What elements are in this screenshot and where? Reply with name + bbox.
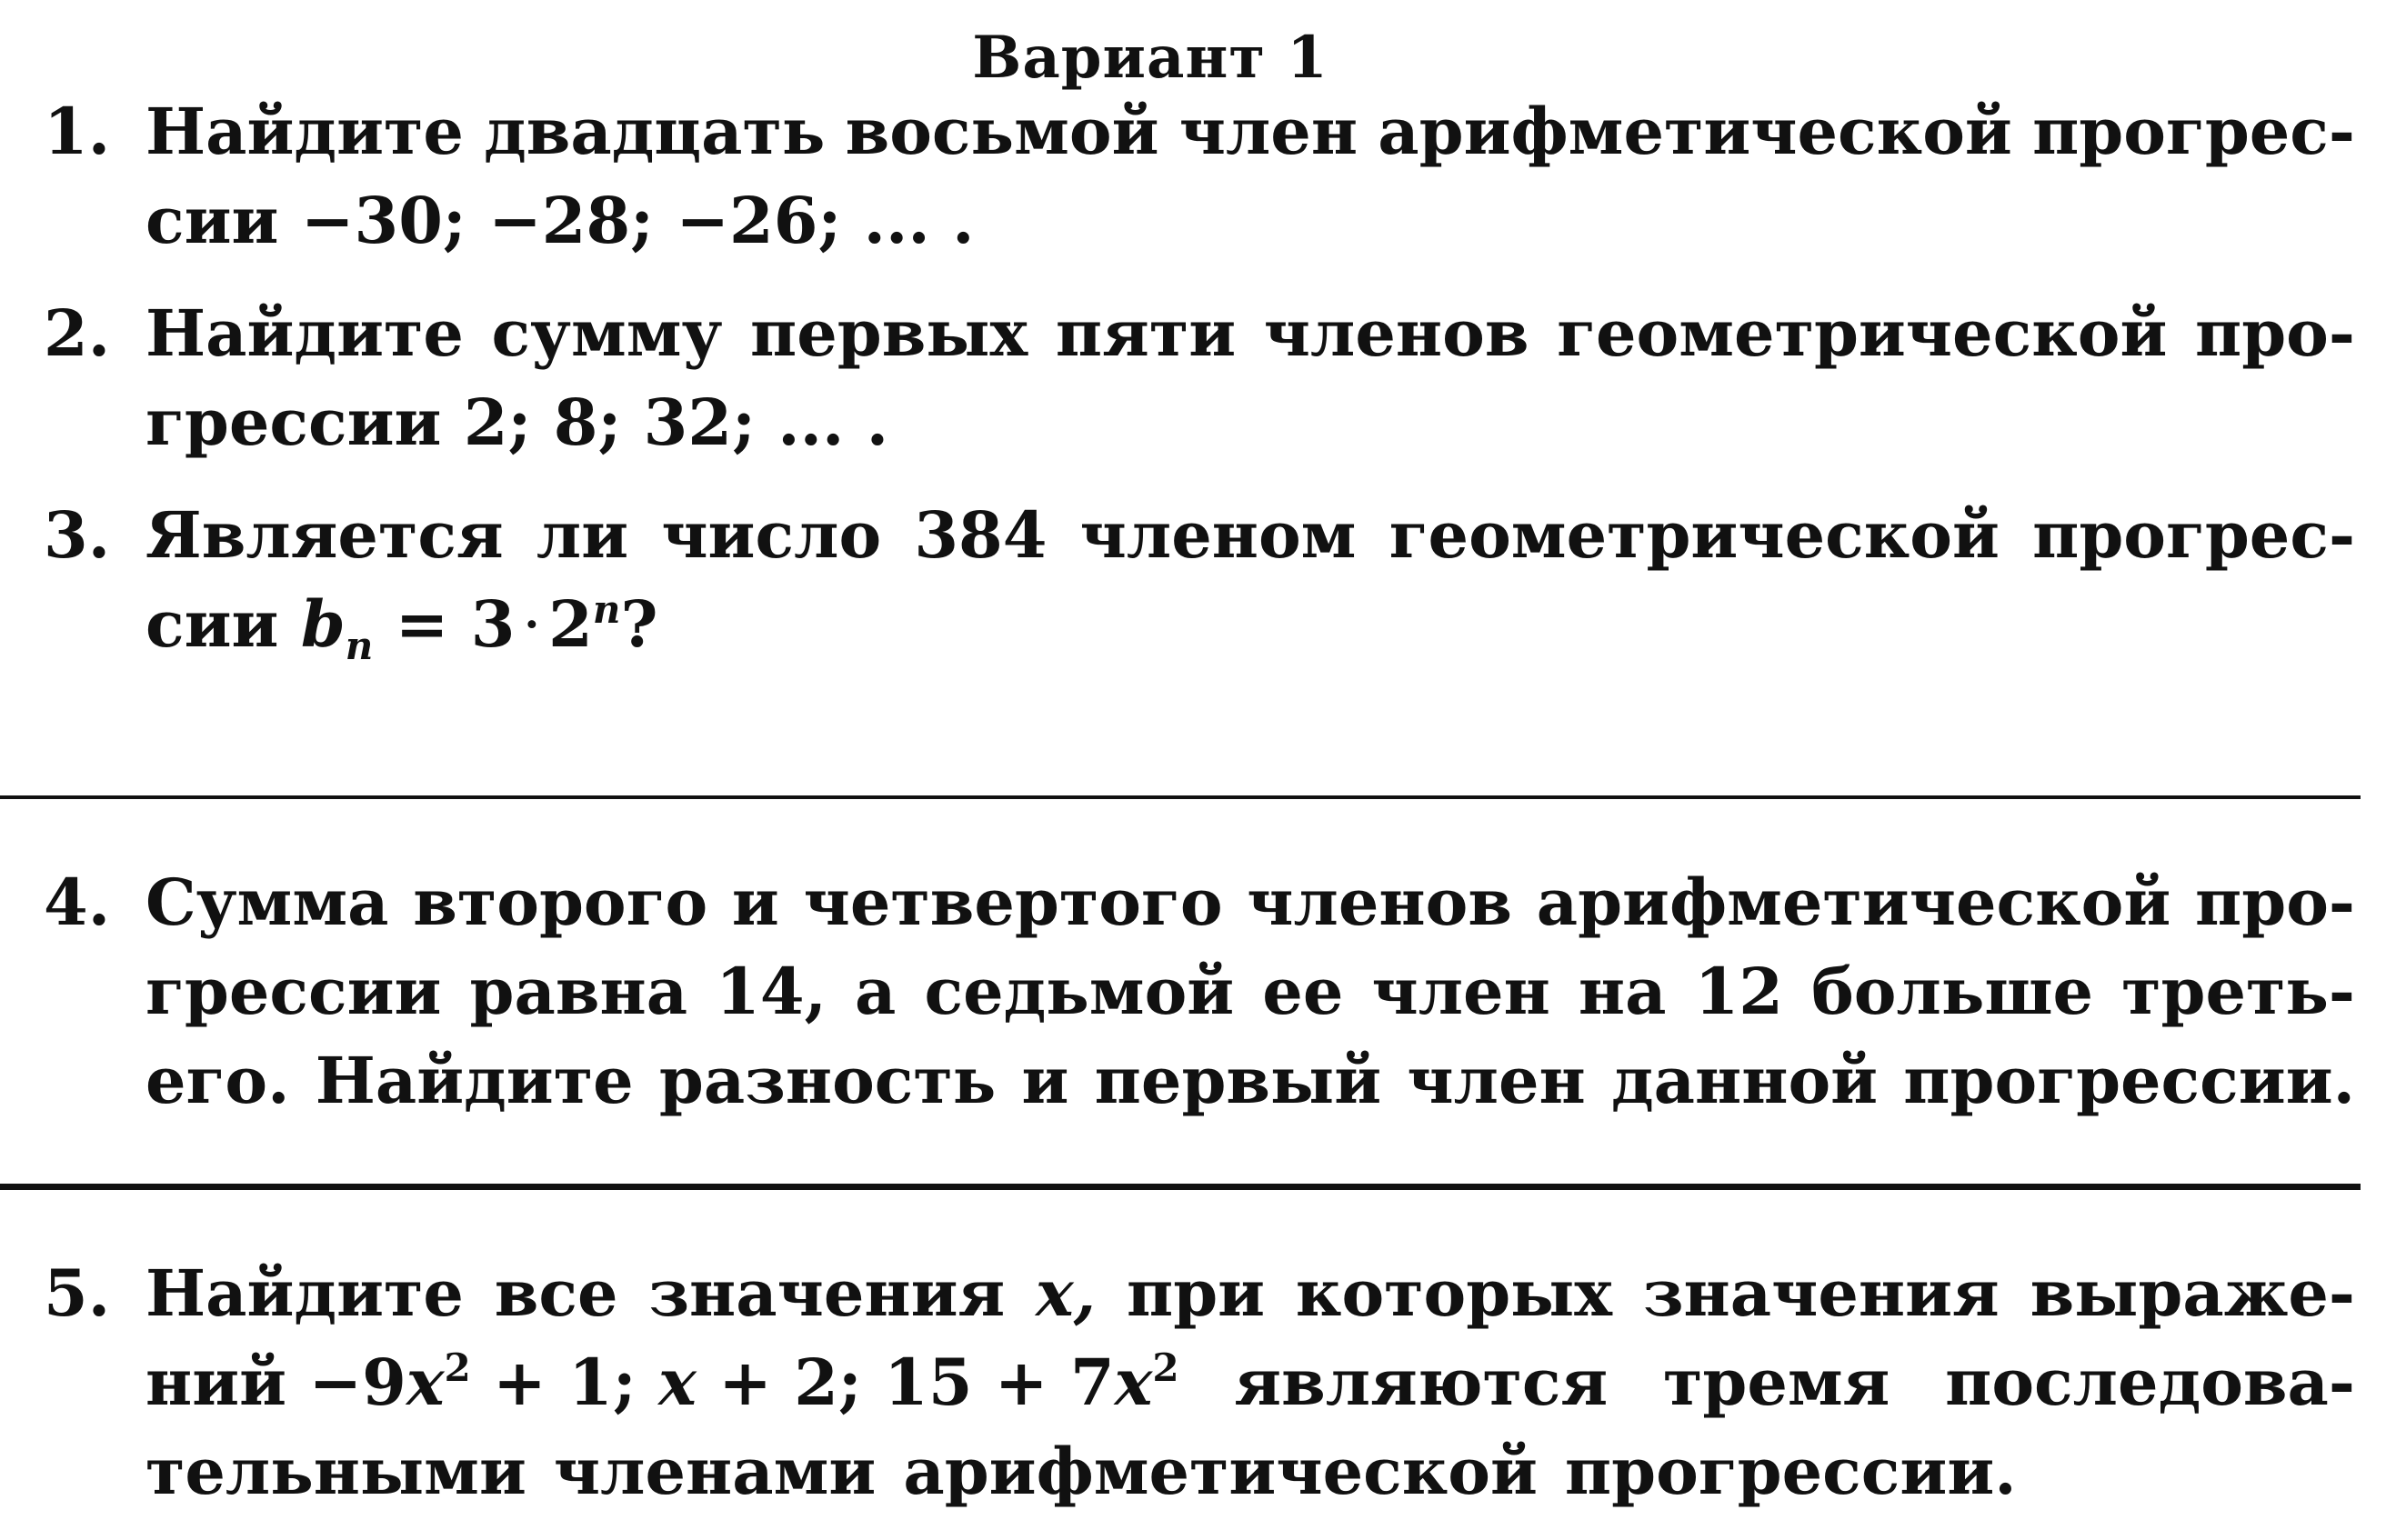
word: член bbox=[1407, 1043, 1586, 1118]
word: членов bbox=[1247, 865, 1512, 940]
word: на bbox=[1578, 954, 1667, 1029]
problem-text bbox=[145, 1036, 2355, 1125]
problem-text bbox=[145, 1427, 2355, 1516]
word: последова- bbox=[1945, 1345, 2355, 1420]
word: Найдите bbox=[145, 1255, 464, 1331]
word: равна bbox=[469, 954, 688, 1029]
problem-3-line-1 bbox=[44, 491, 2355, 580]
problem-text bbox=[145, 947, 2355, 1036]
problem-number: 3. bbox=[44, 497, 111, 573]
problem-4 bbox=[44, 858, 2355, 1125]
word: прогрессии. bbox=[1564, 1434, 2017, 1509]
problem-4-line-2 bbox=[44, 947, 2355, 1036]
word: геометрической bbox=[1557, 295, 2168, 371]
problem-2-line-1 bbox=[44, 289, 2355, 378]
word: и bbox=[731, 865, 779, 940]
word: Сумма bbox=[145, 865, 389, 940]
text-fragment: 2 bbox=[548, 586, 593, 662]
word: прогрессии. bbox=[1903, 1043, 2355, 1118]
word: арифметической bbox=[903, 1434, 1538, 1509]
word: при bbox=[1126, 1255, 1266, 1331]
formula-b-n bbox=[145, 580, 657, 669]
text-fragment: = 3 bbox=[373, 586, 516, 662]
subscript-n: n bbox=[345, 624, 374, 668]
section-divider bbox=[0, 1184, 2361, 1190]
word: 384 bbox=[914, 497, 1048, 573]
word: 14, bbox=[716, 954, 827, 1029]
word: пяти bbox=[1055, 295, 1237, 371]
word: прогрес- bbox=[2032, 94, 2355, 169]
problem-text bbox=[145, 289, 2355, 378]
problem-2-line-2 bbox=[44, 378, 2355, 467]
word: все bbox=[494, 1255, 618, 1331]
word: его. bbox=[145, 1043, 290, 1118]
variable-x: x, bbox=[1036, 1255, 1097, 1331]
word: членов bbox=[1263, 295, 1529, 371]
word: данной bbox=[1610, 1043, 1879, 1118]
problem-4-line-3 bbox=[44, 1036, 2355, 1125]
word: и bbox=[1021, 1043, 1069, 1118]
word: треть- bbox=[2121, 954, 2355, 1029]
word: двадцать bbox=[484, 94, 826, 169]
word: геометрической bbox=[1388, 497, 2000, 573]
word: Найдите bbox=[315, 1043, 634, 1118]
word: второго bbox=[413, 865, 708, 940]
word: а bbox=[855, 954, 897, 1029]
problem-text: грессии 2; 8; 32; ... . bbox=[145, 385, 889, 460]
problem-1-line-2 bbox=[44, 176, 2355, 265]
word: прогрес- bbox=[2032, 497, 2355, 573]
problem-5-line-3 bbox=[44, 1427, 2355, 1516]
word: арифметической bbox=[1536, 865, 2171, 940]
word: ли bbox=[536, 497, 629, 573]
word: 12 bbox=[1694, 954, 1783, 1029]
problem-text bbox=[145, 858, 2355, 947]
word: про- bbox=[2195, 295, 2355, 371]
problem-5 bbox=[44, 1249, 2355, 1516]
variable-x: x bbox=[406, 1345, 445, 1420]
word: выраже- bbox=[2030, 1255, 2355, 1331]
superscript-2: 2 bbox=[444, 1345, 471, 1390]
word: сумму bbox=[491, 295, 723, 371]
word: членами bbox=[553, 1434, 877, 1509]
superscript-n: n bbox=[592, 587, 621, 632]
word: четвертого bbox=[803, 865, 1223, 940]
problem-5-line-2 bbox=[44, 1338, 2355, 1427]
variable-x: x bbox=[1114, 1345, 1153, 1420]
variable-x: x bbox=[658, 1345, 697, 1420]
problem-number: 1. bbox=[44, 94, 111, 169]
word: которых bbox=[1295, 1255, 1613, 1331]
problem-5-line-1 bbox=[44, 1249, 2355, 1338]
word: больше bbox=[1811, 954, 2094, 1029]
problem-2 bbox=[44, 289, 2355, 467]
problem-3-line-2 bbox=[44, 580, 2355, 669]
problem-text bbox=[145, 87, 2355, 176]
problem-number: 2. bbox=[44, 295, 111, 371]
problem-1-line-1 bbox=[44, 87, 2355, 176]
multiplication-dot: · bbox=[524, 599, 540, 650]
word: седьмой bbox=[924, 954, 1235, 1029]
variable-b: b bbox=[300, 586, 346, 662]
word: Найдите bbox=[145, 295, 464, 371]
word: являются bbox=[1234, 1345, 1609, 1420]
word: значения bbox=[648, 1255, 1006, 1331]
word: значения bbox=[1642, 1255, 2000, 1331]
problem-text bbox=[145, 1249, 2355, 1338]
problem-3 bbox=[44, 491, 2355, 669]
variant-title: Вариант 1 bbox=[972, 24, 1328, 92]
problem-text bbox=[145, 1338, 2355, 1427]
word: тремя bbox=[1663, 1345, 1890, 1420]
word: членом bbox=[1079, 497, 1357, 573]
word: ее bbox=[1262, 954, 1344, 1029]
text-fragment: ? bbox=[620, 586, 658, 662]
word: восьмой bbox=[845, 94, 1159, 169]
text-fragment: + 1; bbox=[470, 1345, 659, 1420]
word: первый bbox=[1094, 1043, 1382, 1118]
problem-number: 5. bbox=[44, 1255, 111, 1331]
word: арифметической bbox=[1378, 94, 2012, 169]
word: Является bbox=[145, 497, 504, 573]
word: грессии bbox=[145, 954, 442, 1029]
expression-list bbox=[145, 1338, 1179, 1427]
word: первых bbox=[750, 295, 1028, 371]
problem-4-line-1 bbox=[44, 858, 2355, 947]
text-fragment: сии bbox=[145, 586, 301, 662]
word: число bbox=[661, 497, 882, 573]
problem-text: сии −30; −28; −26; ... . bbox=[145, 183, 975, 258]
word: тельными bbox=[145, 1434, 526, 1509]
problem-1 bbox=[44, 87, 2355, 265]
problem-text bbox=[145, 491, 2355, 580]
word: член bbox=[1178, 94, 1358, 169]
word: Найдите bbox=[145, 94, 464, 169]
text-fragment: ний −9 bbox=[145, 1345, 406, 1420]
word: про- bbox=[2195, 865, 2355, 940]
section-divider bbox=[0, 795, 2361, 799]
word: разность bbox=[658, 1043, 997, 1118]
superscript-2: 2 bbox=[1152, 1345, 1179, 1390]
problem-number: 4. bbox=[44, 865, 111, 940]
text-fragment: + 2; 15 + 7 bbox=[696, 1345, 1115, 1420]
word: член bbox=[1371, 954, 1550, 1029]
